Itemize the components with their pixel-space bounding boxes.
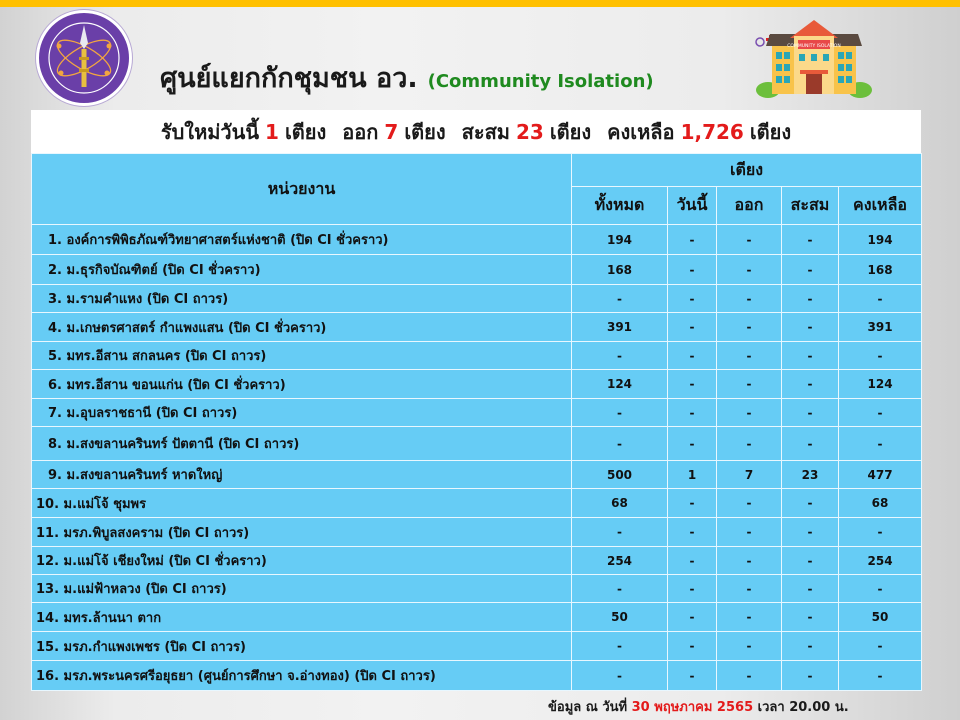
- timestamp-time-label: เวลา: [757, 700, 785, 715]
- svg-text:COMMUNITY ISOLATION: COMMUNITY ISOLATION: [787, 44, 841, 49]
- timestamp-prefix: ข้อมูล ณ วันที่: [548, 700, 628, 715]
- cell-remain: -: [839, 427, 922, 461]
- summary-unit: เตียง: [404, 119, 446, 144]
- cell-out: -: [717, 427, 782, 461]
- cell-accum: -: [782, 661, 839, 691]
- community-isolation-building-icon: [748, 14, 880, 98]
- cell-accum: -: [782, 399, 839, 427]
- column-header-out: ออก: [717, 187, 782, 225]
- table-row: [32, 575, 922, 603]
- summary-out-value: 7: [384, 119, 399, 144]
- summary-new-label: รับใหม่วันนี้: [160, 119, 260, 144]
- table-row: [32, 632, 922, 661]
- cell-out: -: [717, 285, 782, 313]
- cell-total: 68: [572, 489, 668, 518]
- summary-unit: เตียง: [549, 119, 592, 144]
- cell-remain: -: [839, 342, 922, 370]
- table-row: [32, 547, 922, 575]
- page-title: [160, 56, 654, 92]
- cell-out: -: [717, 518, 782, 547]
- cell-total: -: [572, 342, 668, 370]
- cell-today: -: [668, 285, 717, 313]
- unit-name-cell: 5. มทร.อีสาน สกลนคร (ปิด CI ถาวร): [32, 342, 572, 370]
- cell-today: -: [668, 225, 717, 255]
- table-row: [32, 342, 922, 370]
- cell-out: -: [717, 255, 782, 285]
- summary-remain-label: คงเหลือ: [607, 119, 675, 144]
- unit-name-cell: 13. ม.แม่ฟ้าหลวง (ปิด CI ถาวร): [32, 575, 572, 603]
- unit-name-cell: 2. ม.ธุรกิจบัณฑิตย์ (ปิด CI ชั่วคราว): [32, 255, 572, 285]
- title-english: (Community Isolation): [427, 71, 654, 92]
- summary-unit: เตียง: [284, 119, 327, 144]
- column-group-beds: เตียง: [572, 154, 922, 187]
- column-header-remain: คงเหลือ: [839, 187, 922, 225]
- cell-today: -: [668, 661, 717, 691]
- cell-total: 168: [572, 255, 668, 285]
- cell-remain: 477: [839, 461, 922, 489]
- cell-accum: -: [782, 255, 839, 285]
- cell-accum: -: [782, 285, 839, 313]
- cell-accum: -: [782, 225, 839, 255]
- cell-today: -: [668, 342, 717, 370]
- cell-total: -: [572, 285, 668, 313]
- cell-total: -: [572, 518, 668, 547]
- cell-remain: 168: [839, 255, 922, 285]
- table-row: [32, 427, 922, 461]
- cell-today: -: [668, 313, 717, 342]
- cell-today: -: [668, 399, 717, 427]
- cell-accum: -: [782, 370, 839, 399]
- cell-remain: 254: [839, 547, 922, 575]
- cell-accum: 23: [782, 461, 839, 489]
- cell-out: -: [717, 313, 782, 342]
- cell-out: 7: [717, 461, 782, 489]
- cell-out: -: [717, 575, 782, 603]
- table-row: [32, 661, 922, 691]
- cell-remain: -: [839, 518, 922, 547]
- timestamp-date: 30 พฤษภาคม 2565: [631, 700, 754, 715]
- cell-accum: -: [782, 632, 839, 661]
- timestamp-time: 20.00 น.: [789, 700, 849, 715]
- cell-total: -: [572, 661, 668, 691]
- cell-out: -: [717, 370, 782, 399]
- cell-accum: -: [782, 547, 839, 575]
- cell-out: -: [717, 342, 782, 370]
- cell-remain: 50: [839, 603, 922, 632]
- unit-name-cell: 15. มรภ.กำแพงเพชร (ปิด CI ถาวร): [32, 632, 572, 661]
- cell-total: 124: [572, 370, 668, 399]
- bed-status-table: [31, 153, 922, 691]
- cell-out: -: [717, 489, 782, 518]
- cell-today: -: [668, 518, 717, 547]
- column-header-accum: สะสม: [782, 187, 839, 225]
- ministry-seal-icon: [36, 10, 132, 106]
- cell-total: 500: [572, 461, 668, 489]
- cell-today: -: [668, 632, 717, 661]
- cell-accum: -: [782, 427, 839, 461]
- cell-out: -: [717, 661, 782, 691]
- cell-out: -: [717, 547, 782, 575]
- cell-accum: -: [782, 489, 839, 518]
- cell-today: -: [668, 575, 717, 603]
- table-row: [32, 399, 922, 427]
- unit-name-cell: 4. ม.เกษตรศาสตร์ กำแพงแสน (ปิด CI ชั่วคราว): [32, 313, 572, 342]
- cell-today: -: [668, 427, 717, 461]
- table-row: [32, 225, 922, 255]
- cell-remain: -: [839, 632, 922, 661]
- cell-remain: 68: [839, 489, 922, 518]
- unit-name-cell: 3. ม.รามคำแหง (ปิด CI ถาวร): [32, 285, 572, 313]
- table-row: [32, 255, 922, 285]
- top-accent-bar: [0, 0, 960, 7]
- cell-total: -: [572, 632, 668, 661]
- cell-remain: -: [839, 661, 922, 691]
- summary-accum-value: 23: [515, 119, 544, 144]
- unit-name-cell: 1. องค์การพิพิธภัณฑ์วิทยาศาสตร์แห่งชาติ (ปิด CI ชั่วคราว): [32, 225, 572, 255]
- cell-remain: 391: [839, 313, 922, 342]
- cell-today: -: [668, 489, 717, 518]
- table-row: [32, 285, 922, 313]
- title-thai: ศูนย์แยกกักชุมชน อว.: [160, 63, 418, 94]
- cell-accum: -: [782, 342, 839, 370]
- summary-out-label: ออก: [342, 119, 379, 144]
- cell-remain: -: [839, 285, 922, 313]
- table-row: [32, 461, 922, 489]
- unit-name-cell: 16. มรภ.พระนครศรีอยุธยา (ศูนย์การศึกษา จ.อ่างทอง) (ปิด CI ถาวร): [32, 661, 572, 691]
- unit-name-cell: 9. ม.สงขลานครินทร์ หาดใหญ่: [32, 461, 572, 489]
- unit-name-cell: 11. มรภ.พิบูลสงคราม (ปิด CI ถาวร): [32, 518, 572, 547]
- cell-remain: 194: [839, 225, 922, 255]
- table-row: [32, 313, 922, 342]
- unit-name-cell: 10. ม.แม่โจ้ ชุมพร: [32, 489, 572, 518]
- cell-accum: -: [782, 575, 839, 603]
- unit-name-cell: 12. ม.แม่โจ้ เชียงใหม่ (ปิด CI ชั่วคราว): [32, 547, 572, 575]
- data-timestamp: [548, 696, 849, 717]
- cell-out: -: [717, 632, 782, 661]
- unit-name-cell: 8. ม.สงขลานครินทร์ ปัตตานี (ปิด CI ถาวร): [32, 427, 572, 461]
- summary-unit: เตียง: [749, 119, 792, 144]
- unit-name-cell: 14. มทร.ล้านนา ตาก: [32, 603, 572, 632]
- cell-today: -: [668, 255, 717, 285]
- cell-total: 391: [572, 313, 668, 342]
- cell-remain: -: [839, 575, 922, 603]
- column-header-total: ทั้งหมด: [572, 187, 668, 225]
- column-header-today: วันนี้: [668, 187, 717, 225]
- cell-accum: -: [782, 518, 839, 547]
- cell-total: 50: [572, 603, 668, 632]
- cell-remain: 124: [839, 370, 922, 399]
- summary-new-value: 1: [265, 119, 279, 144]
- cell-out: -: [717, 603, 782, 632]
- cell-out: -: [717, 225, 782, 255]
- cell-today: -: [668, 370, 717, 399]
- table-row: [32, 370, 922, 399]
- table-row: [32, 603, 922, 632]
- cell-today: 1: [668, 461, 717, 489]
- cell-total: 254: [572, 547, 668, 575]
- daily-summary-banner: [31, 110, 921, 153]
- cell-accum: -: [782, 313, 839, 342]
- summary-remain-value: 1,726: [680, 119, 744, 144]
- cell-today: -: [668, 603, 717, 632]
- unit-name-cell: 6. มทร.อีสาน ขอนแก่น (ปิด CI ชั่วคราว): [32, 370, 572, 399]
- cell-total: -: [572, 427, 668, 461]
- cell-total: -: [572, 575, 668, 603]
- unit-name-cell: 7. ม.อุบลราชธานี (ปิด CI ถาวร): [32, 399, 572, 427]
- cell-total: -: [572, 399, 668, 427]
- table-row: [32, 489, 922, 518]
- cell-total: 194: [572, 225, 668, 255]
- cell-out: -: [717, 399, 782, 427]
- cell-accum: -: [782, 603, 839, 632]
- column-header-unit: หน่วยงาน: [32, 154, 572, 225]
- cell-remain: -: [839, 399, 922, 427]
- summary-accum-label: สะสม: [461, 119, 510, 144]
- cell-today: -: [668, 547, 717, 575]
- table-row: [32, 518, 922, 547]
